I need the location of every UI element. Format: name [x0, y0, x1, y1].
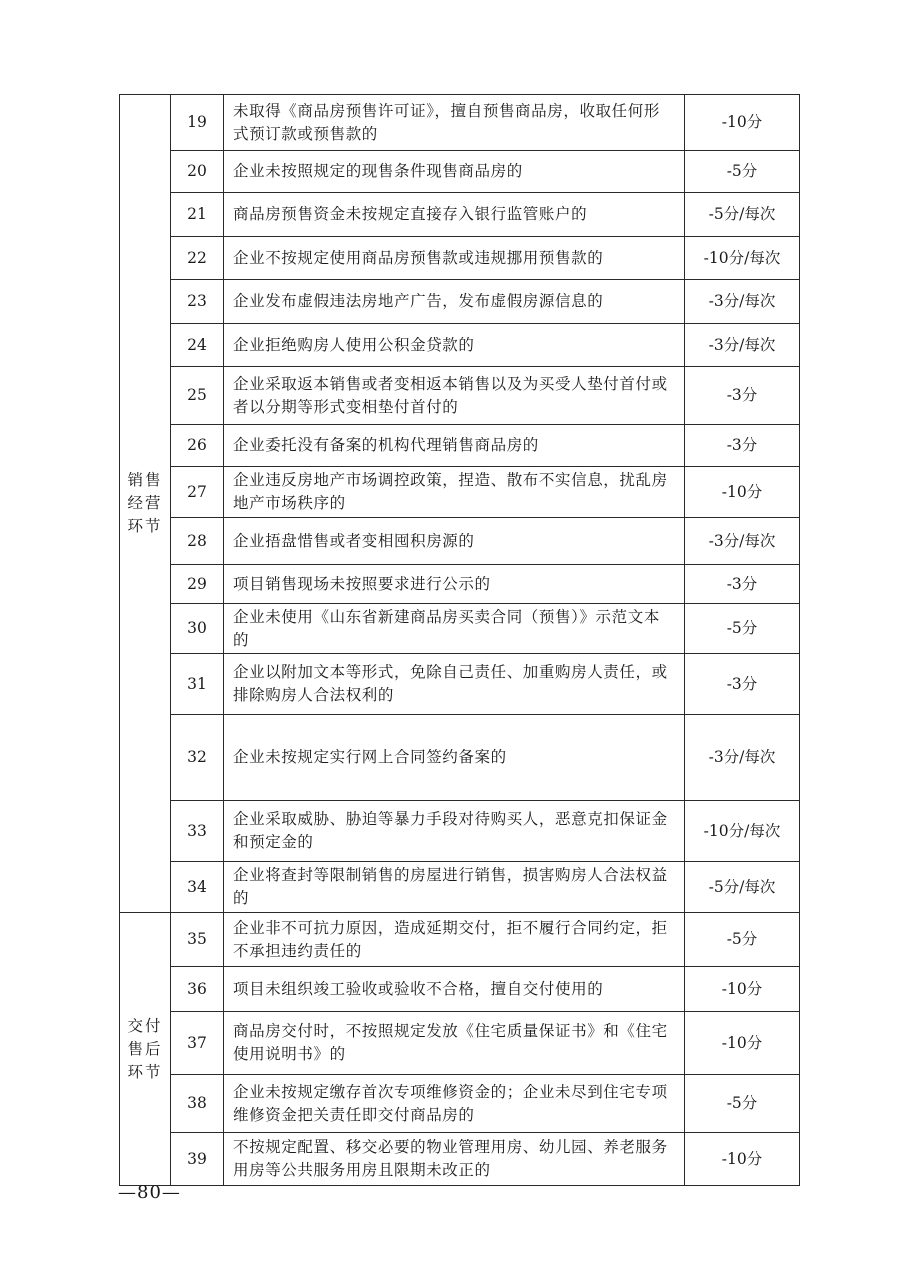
table-row [120, 604, 800, 654]
table-row [120, 862, 800, 913]
row-number: 35 [171, 913, 224, 967]
table-row [120, 367, 800, 425]
row-points: -3分 [685, 565, 800, 604]
row-points: -10分 [685, 467, 800, 518]
row-description: 不按规定配置、移交必要的物业管理用房、幼儿园、养老服务用房等公共服务用房且限期未改正的 [224, 1133, 685, 1186]
table-row [120, 95, 800, 151]
row-description: 企业拒绝购房人使用公积金贷款的 [224, 324, 685, 367]
row-description: 企业委托没有备案的机构代理销售商品房的 [224, 425, 685, 467]
table-row [120, 1012, 800, 1075]
row-number: 29 [171, 565, 224, 604]
row-points: -10分/每次 [685, 237, 800, 280]
row-points: -5分/每次 [685, 193, 800, 237]
section-label-sales: 销售 经营 环节 [120, 95, 171, 913]
row-points: -10分 [685, 95, 800, 151]
row-points: -3分 [685, 367, 800, 425]
row-description: 企业以附加文本等形式，免除自己责任、加重购房人责任，或排除购房人合法权利的 [224, 654, 685, 715]
page-number: —80— [118, 1182, 181, 1203]
row-number: 37 [171, 1012, 224, 1075]
table-row [120, 237, 800, 280]
row-number: 20 [171, 151, 224, 193]
row-number: 25 [171, 367, 224, 425]
row-points: -3分 [685, 425, 800, 467]
row-description: 企业采取威胁、胁迫等暴力手段对待购买人，恶意克扣保证金和预定金的 [224, 801, 685, 862]
section-label-delivery: 交付 售后 环节 [120, 913, 171, 1186]
table-row [120, 967, 800, 1012]
penalty-table [119, 94, 800, 1186]
row-points: -5分 [685, 913, 800, 967]
table-row [120, 565, 800, 604]
row-description: 企业不按规定使用商品房预售款或违规挪用预售款的 [224, 237, 685, 280]
row-points: -3分/每次 [685, 324, 800, 367]
row-description: 企业采取返本销售或者变相返本销售以及为买受人垫付首付或者以分期等形式变相垫付首付的 [224, 367, 685, 425]
row-number: 21 [171, 193, 224, 237]
row-points: -3分/每次 [685, 280, 800, 324]
row-number: 19 [171, 95, 224, 151]
table-row [120, 1133, 800, 1186]
row-points: -10分 [685, 967, 800, 1012]
row-points: -10分/每次 [685, 801, 800, 862]
table-row [120, 518, 800, 565]
row-points: -10分 [685, 1133, 800, 1186]
row-description: 企业未使用《山东省新建商品房买卖合同（预售）》示范文本的 [224, 604, 685, 654]
row-number: 24 [171, 324, 224, 367]
table-row [120, 1075, 800, 1133]
row-description: 未取得《商品房预售许可证》，擅自预售商品房，收取任何形式预订款或预售款的 [224, 95, 685, 151]
table-row [120, 425, 800, 467]
row-points: -3分/每次 [685, 518, 800, 565]
row-number: 31 [171, 654, 224, 715]
row-description: 企业发布虚假违法房地产广告，发布虚假房源信息的 [224, 280, 685, 324]
row-description: 企业未按规定实行网上合同签约备案的 [224, 715, 685, 801]
table-row [120, 151, 800, 193]
table-row [120, 654, 800, 715]
row-number: 39 [171, 1133, 224, 1186]
row-description: 企业将查封等限制销售的房屋进行销售，损害购房人合法权益的 [224, 862, 685, 913]
row-description: 企业未按照规定的现售条件现售商品房的 [224, 151, 685, 193]
row-number: 23 [171, 280, 224, 324]
row-description: 项目未组织竣工验收或验收不合格，擅自交付使用的 [224, 967, 685, 1012]
table-row [120, 801, 800, 862]
row-number: 38 [171, 1075, 224, 1133]
row-number: 33 [171, 801, 224, 862]
row-points: -5分 [685, 604, 800, 654]
row-number: 32 [171, 715, 224, 801]
row-points: -5分 [685, 1075, 800, 1133]
row-description: 企业捂盘惜售或者变相囤积房源的 [224, 518, 685, 565]
row-description: 企业未按规定缴存首次专项维修资金的；企业未尽到住宅专项维修资金把关责任即交付商品房的 [224, 1075, 685, 1133]
row-points: -3分 [685, 654, 800, 715]
row-points: -3分/每次 [685, 715, 800, 801]
row-points: -5分 [685, 151, 800, 193]
table-row [120, 324, 800, 367]
row-description: 企业非不可抗力原因，造成延期交付，拒不履行合同约定，拒不承担违约责任的 [224, 913, 685, 967]
row-number: 26 [171, 425, 224, 467]
row-description: 商品房预售资金未按规定直接存入银行监管账户的 [224, 193, 685, 237]
table-row [120, 715, 800, 801]
row-number: 28 [171, 518, 224, 565]
table-row [120, 193, 800, 237]
row-points: -5分/每次 [685, 862, 800, 913]
row-number: 22 [171, 237, 224, 280]
row-points: -10分 [685, 1012, 800, 1075]
row-number: 36 [171, 967, 224, 1012]
row-description: 企业违反房地产市场调控政策，捏造、散布不实信息，扰乱房地产市场秩序的 [224, 467, 685, 518]
table-row [120, 913, 800, 967]
row-number: 30 [171, 604, 224, 654]
row-number: 27 [171, 467, 224, 518]
table-row [120, 467, 800, 518]
row-description: 项目销售现场未按照要求进行公示的 [224, 565, 685, 604]
table-row [120, 280, 800, 324]
row-description: 商品房交付时，不按照规定发放《住宅质量保证书》和《住宅使用说明书》的 [224, 1012, 685, 1075]
row-number: 34 [171, 862, 224, 913]
